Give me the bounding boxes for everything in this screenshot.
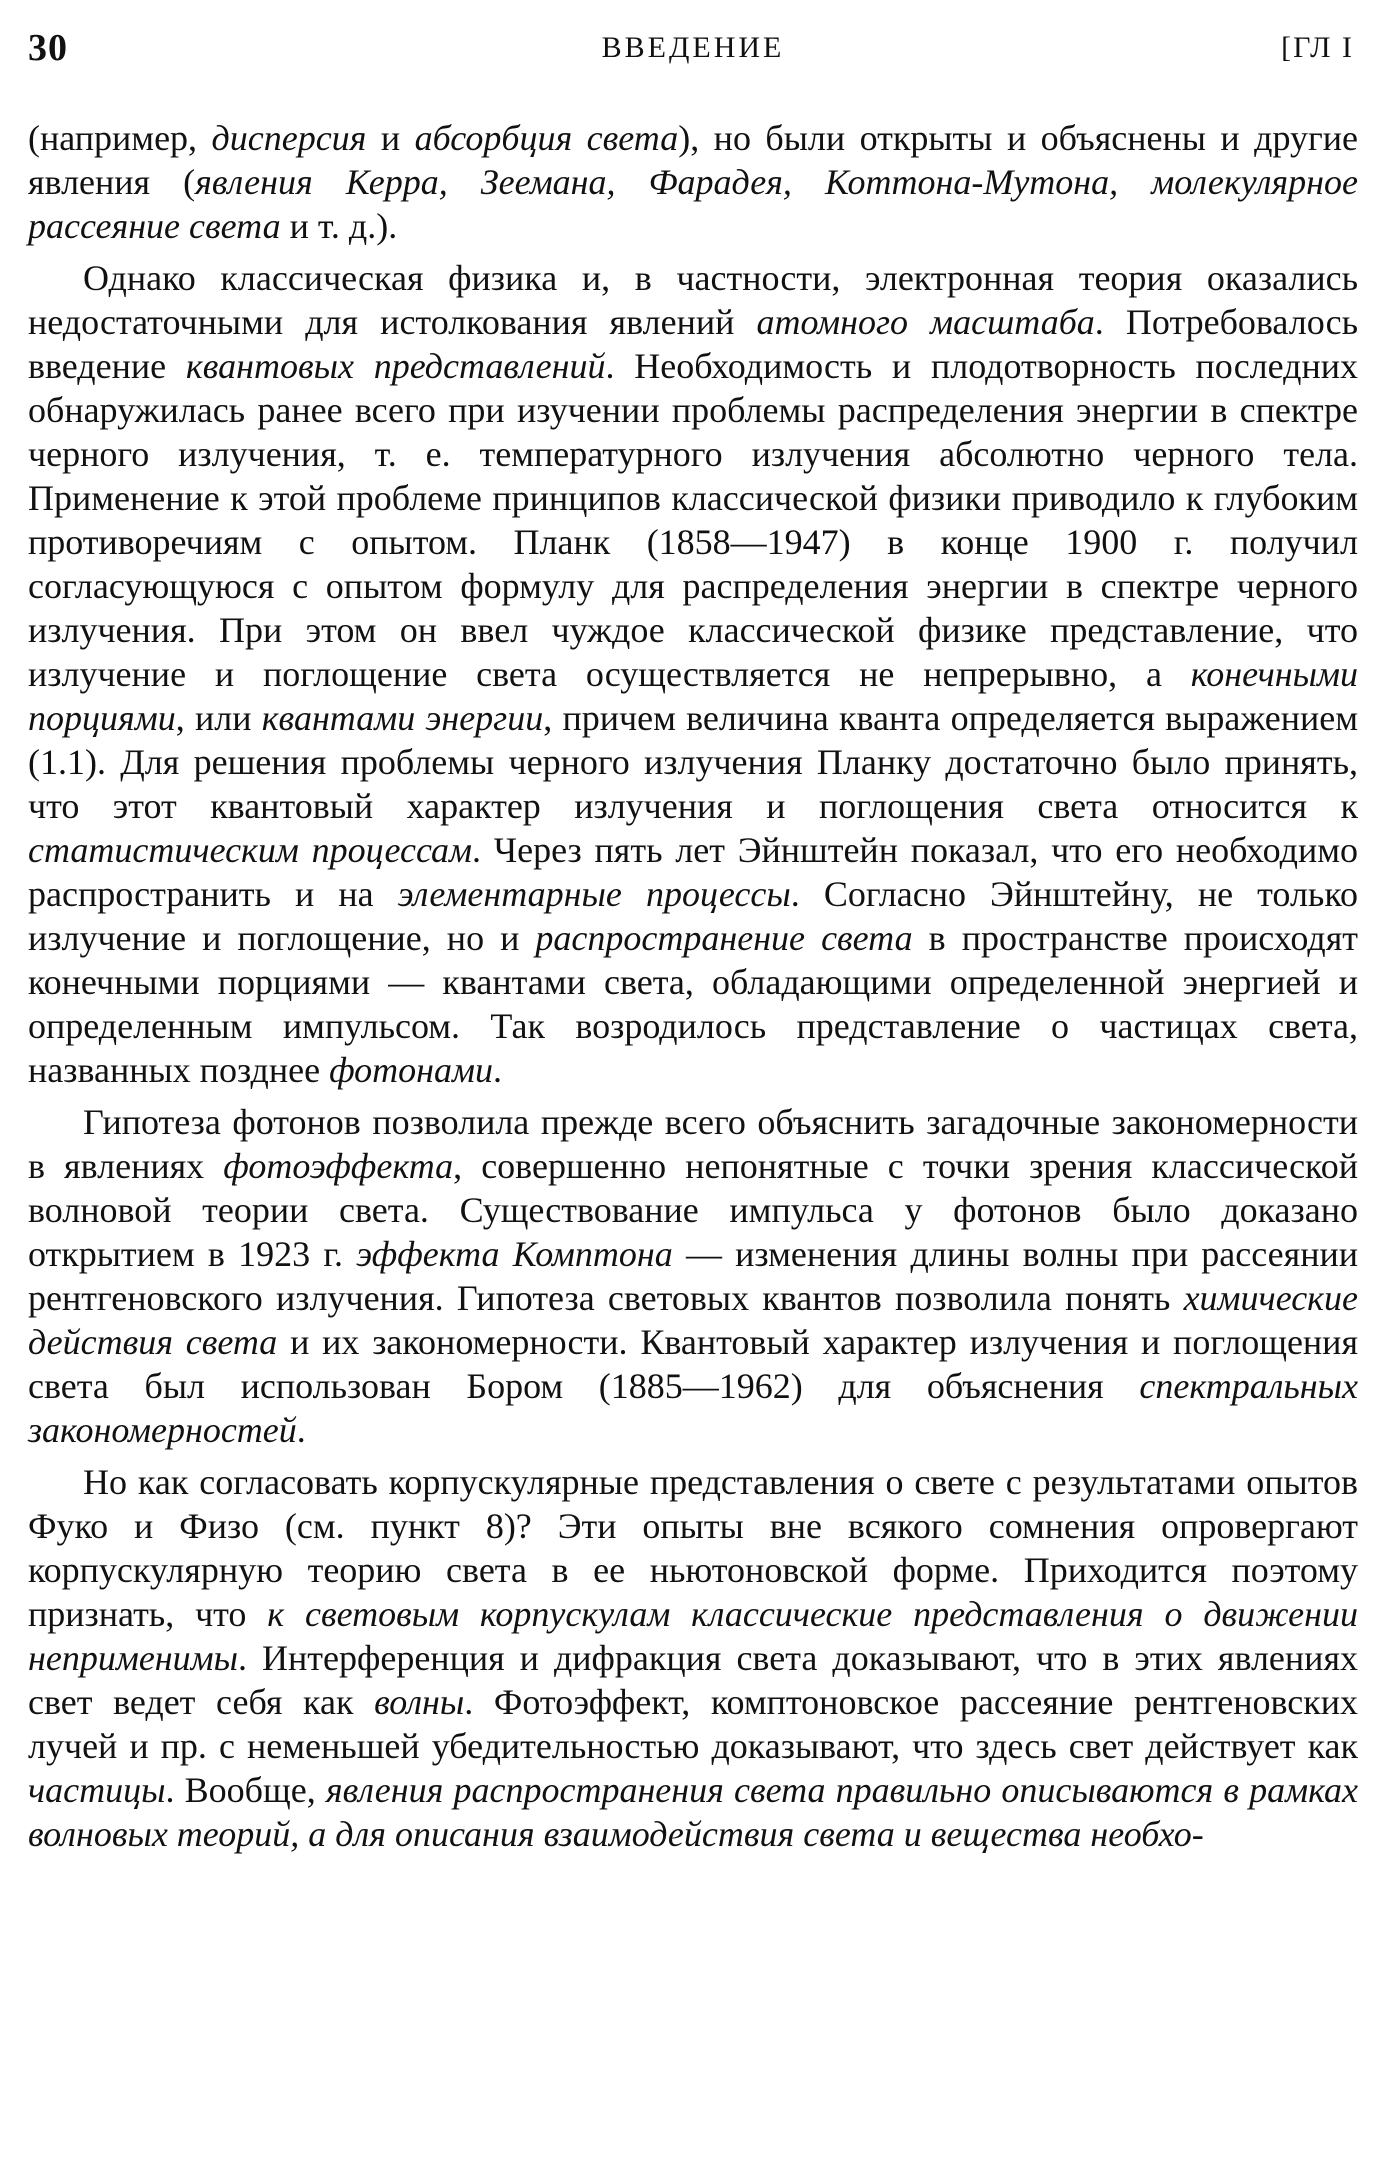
running-title: ВВЕДЕНИЕ [601,31,785,64]
body-text [28,116,1358,1864]
text-run: . Через пять лет Эйнштейн показал, что его необходимо распространить и на [28,830,1358,914]
italic-term: конечными порциями [28,654,1358,738]
text-run: в пространстве происходят конечными порциями — квантами света, обладающими определенной энергией и определенным импульсом. Так возродилось представление о частицах света, названных позднее [28,918,1359,1090]
text-run: Однако классическая физика и, в частности, электронная теория оказались недостаточными для истолкования явлений [28,258,1358,342]
chapter-marker: [ГЛ I [1281,31,1354,64]
text-run: и т. д.). [280,206,398,246]
paragraph-4 [28,1460,1358,1856]
italic-term: эффекта Комптона [356,1234,673,1274]
text-run: . Согласно Эйнштейну, не только излучение и поглощение, но и [28,874,1358,958]
text-run: . Интерференция и дифракция света доказывают, что в этих явлениях свет ведет себя как [28,1638,1358,1722]
text-run: и их закономерности. Квантовый характер излучения и поглощения света был использован Бором (1885—1962) для объяснения [28,1322,1359,1406]
text-run: — изменения длины волны при рассеянии рентгеновского излучения. Гипотеза световых квантов позволила понять [28,1234,1359,1318]
italic-term: фотонами [329,1050,493,1090]
running-head [28,18,1358,78]
italic-term: волны [374,1682,465,1722]
text-run: , совершенно непонятные с точки зрения классической волновой теории света. Существование импульса у фотонов было доказано открытием в 1923 г. [28,1146,1358,1274]
italic-term: квантовых представлений [185,346,606,386]
italic-term: элементарные процессы [397,874,791,914]
text-run: и [366,118,415,158]
italic-term: к световым корпускулам классические представления о движении неприменимы [28,1594,1359,1678]
text-run: . Вообще, [165,1770,326,1810]
page-number: 30 [28,27,68,69]
italic-term: явления распространения света правильно описываются в рамках волновых теорий, а для описания взаимодействия света и вещества необхо- [28,1770,1358,1854]
italic-term: дисперсия [211,118,367,158]
text-run: . Потребовалось введение [28,302,1358,386]
text-run: , или [175,698,262,738]
text-run: . [492,1050,502,1090]
book-page [28,18,1358,2153]
italic-term: квантами энергии [261,698,544,738]
italic-term: химические действия света [28,1278,1358,1362]
text-run: . Необходимость и плодотворность последних обнаружилась ранее всего при изучении проблемы распределения энергии в спектре черного излучения, т. е. температурного излучения абсолютно черного тела. Применение к этой проблеме принципов классической физики приводило к глубоким противоречиям с опытом. Планк (1858—1947) в конце 1900 г. получил согласующуюся с опытом формулу для распределения энергии в спектре черного излучения. При этом он ввел чуждое классической физике представление, что излучение и поглощение света осуществляется не непрерывно, а [28,346,1359,694]
text-run: , причем величина кванта определяется выражением (1.1). Для решения проблемы черного излучения Планку достаточно было принять, что этот квантовый характер излучения и поглощения света относится к [28,698,1358,826]
italic-term: атомного масштаба [756,302,1095,342]
text-run: Но как согласовать корпускулярные представления о свете с результатами опытов Фуко и Физо (см. пункт 8)? Эти опыты вне всякого сомнения опровергают корпускулярную теорию света в ее ньютоновской форме. Приходится поэтому признать, что [28,1462,1358,1634]
paragraph-2 [28,256,1358,1092]
italic-term: частицы [28,1770,166,1810]
italic-term: фотоэффекта [223,1146,454,1186]
paragraph-1 [28,116,1358,248]
italic-term: спектральных закономерностей [28,1366,1358,1450]
paragraph-3 [28,1100,1358,1452]
text-run: (например, [28,118,212,158]
italic-term: статистическим процессам [28,830,473,870]
text-run: . [296,1410,306,1450]
text-run: Гипотеза фотонов позволила прежде всего объяснить загадочные закономерности в явлениях [28,1102,1358,1186]
text-run: . Фотоэффект, комптоновское рассеяние рентгеновских лучей и пр. с неменьшей убедительностью доказывают, что здесь свет действует как [28,1682,1358,1766]
text-run: ), но были открыты и объяснены и другие явления ( [28,118,1359,202]
italic-term: распространение света [535,918,913,958]
italic-term: абсорбция света [414,118,679,158]
italic-term: явления Керра, Зеемана, Фарадея, Коттона-Мутона, молекулярное рассеяние света [28,162,1358,246]
